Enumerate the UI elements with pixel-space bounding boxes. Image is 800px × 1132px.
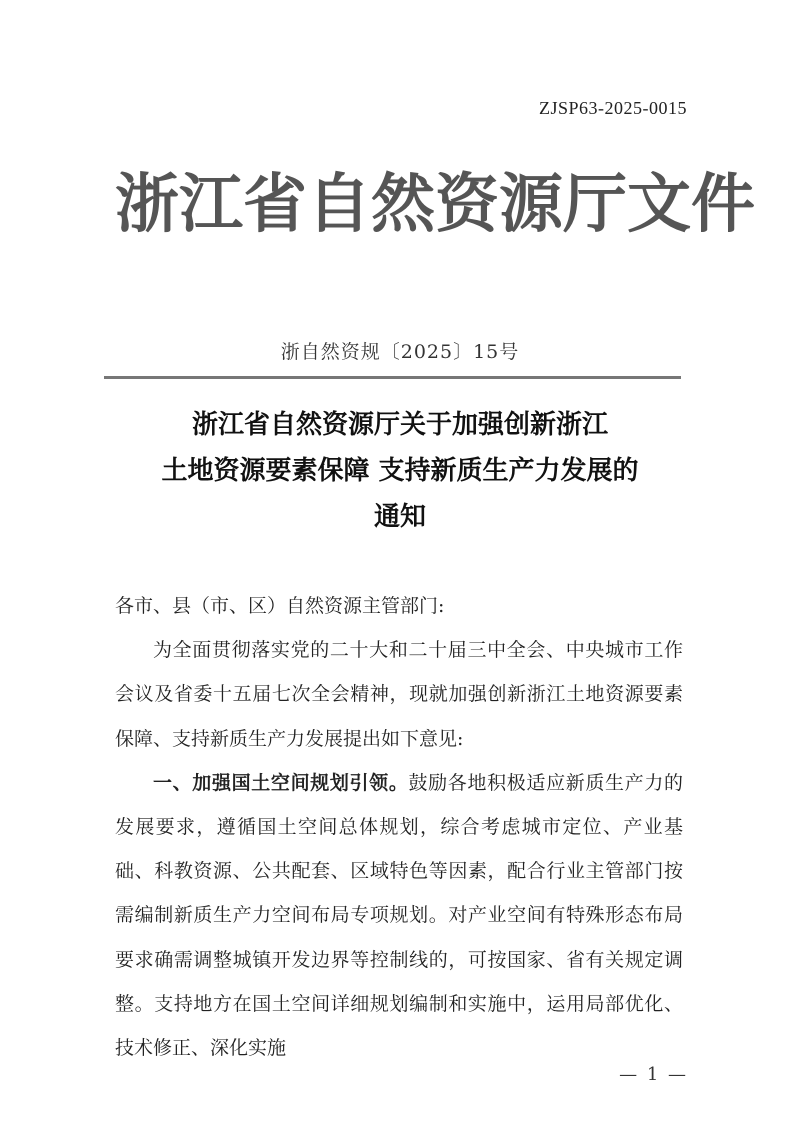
document-body bbox=[115, 584, 683, 1070]
document-code: ZJSP63-2025-0015 bbox=[538, 98, 687, 118]
section-1-paragraph bbox=[115, 761, 683, 1070]
salutation: 各市、县（市、区）自然资源主管部门: bbox=[115, 595, 445, 617]
header-divider bbox=[104, 376, 681, 379]
notice-title-line-1: 浙江省自然资源厅关于加强创新浙江 bbox=[191, 410, 608, 440]
section-1-heading: 一、加强国土空间规划引领。 bbox=[153, 771, 409, 794]
section-1-text: 鼓励各地积极适应新质生产力的发展要求，遵循国土空间总体规划，综合考虑城市定位、产业基础、科教资源、公共配套、区域特色等因素，配合行业主管部门按需编制新质生产力空间布局专项规划。对产业空间有特殊形态布局要求确需调整城镇开发边界等控制线的，可按国家、省有关规定调整。支持地方在国土空间详细规划编制和实施中，运用局部优化、技术修正、深化实施 bbox=[115, 771, 683, 1060]
notice-title-line-3: 通知 bbox=[373, 502, 426, 532]
intro-paragraph: 为全面贯彻落实党的二十大和二十届三中全会、中央城市工作会议及省委十五届七次全会精神，现就加强创新浙江土地资源要素保障、支持新质生产力发展提出如下意见: bbox=[115, 639, 683, 750]
notice-title-line-2: 土地资源要素保障 支持新质生产力发展的 bbox=[161, 456, 639, 486]
document-number: 浙自然资规〔2025〕15号 bbox=[280, 341, 520, 363]
issuer-title: 浙江省自然资源厅文件 bbox=[115, 168, 755, 242]
notice-title bbox=[0, 402, 800, 540]
page-number: — 1 — bbox=[619, 1064, 688, 1085]
